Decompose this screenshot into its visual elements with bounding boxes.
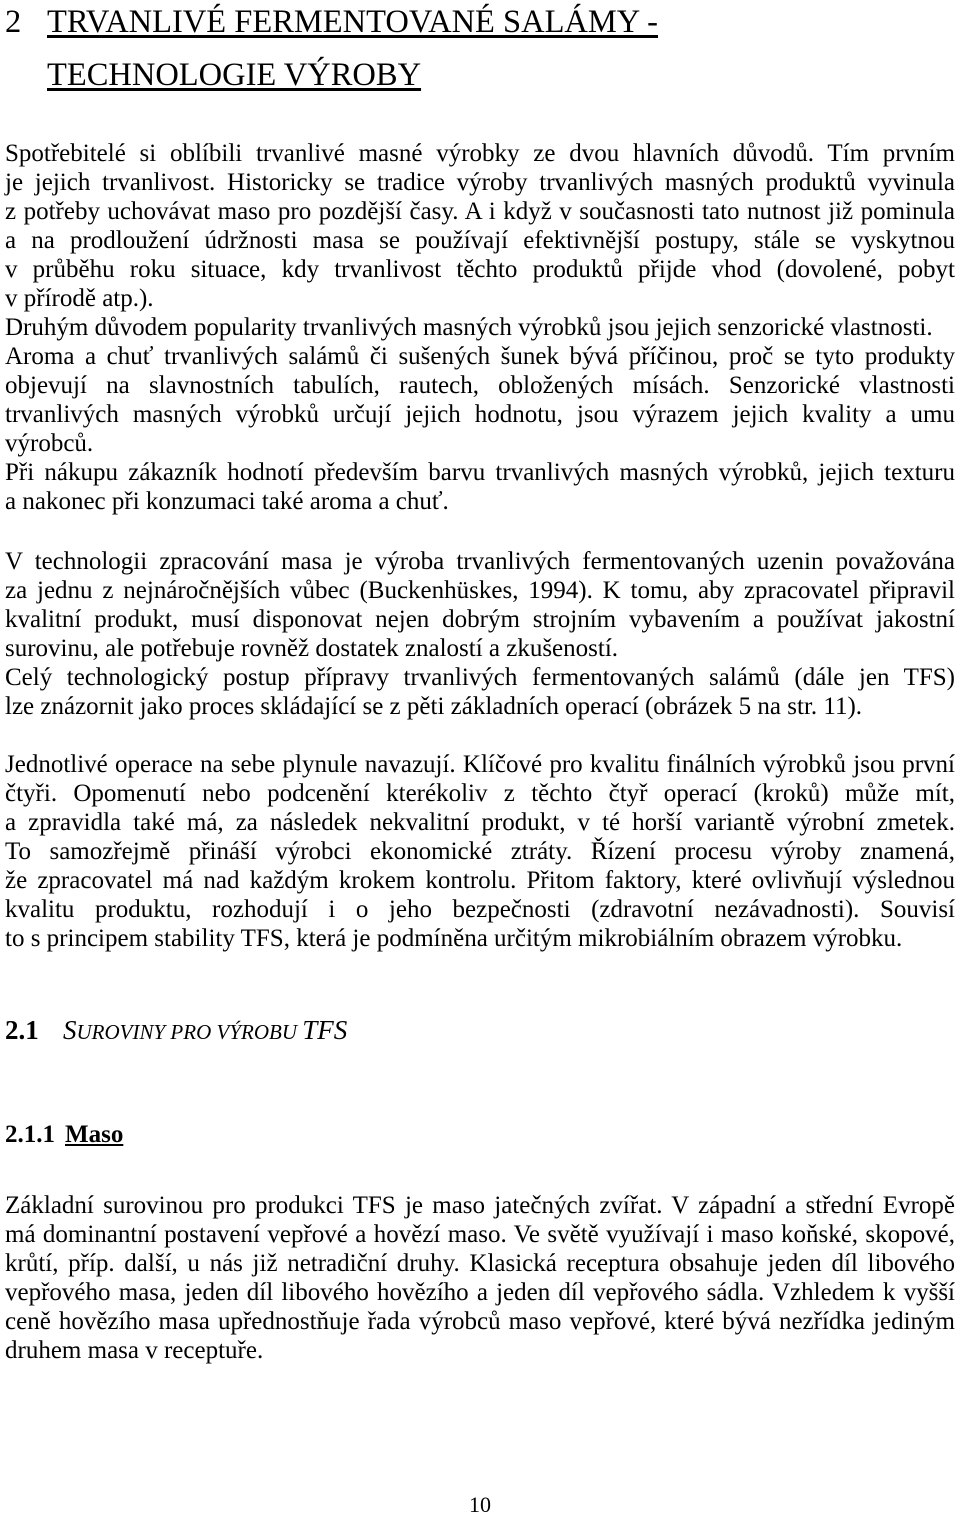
text-line: za jednu z nejnáročnějších vůbec (Buckenhüskes, 1994). K tomu, aby zpracovatel připravil [5, 577, 955, 604]
section-title-part: TFS [302, 1015, 348, 1045]
text-line: má dominantní postavení vepřové a hovězí maso. Ve světě využívají i maso koňské, skopové, [5, 1221, 955, 1248]
text-line: je jejich trvanlivost. Historicky se tradice výroby trvanlivých masných produktů vyvinula [5, 169, 955, 196]
text-line: objevují na slavnostních tabulích, rautech, obložených mísách. Senzorické vlastnosti [5, 372, 955, 399]
text-line: surovinu, ale potřebuje rovněž dostatek znalostí a zkušeností. [5, 635, 619, 662]
text-block [5, 750, 955, 953]
text-line: výrobců. [5, 430, 94, 457]
text-line: druhem masa v receptuře. [5, 1337, 264, 1364]
text-line: a na prodloužení údržnosti masa se používají efektivnější postupy, stále se vyskytnou [5, 227, 955, 254]
paragraph [5, 547, 955, 663]
text-block [5, 1191, 955, 1365]
text-line: lze znázornit jako proces skládající se z pěti základních operací (obrázek 5 na str. 11). [5, 693, 863, 720]
text-line: v průběhu roku situace, kdy trvanlivost těchto produktů přijde vhod (dovolené, pobyt [5, 256, 955, 283]
section-title [63, 1013, 347, 1052]
text-line: Jednotlivé operace na sebe plynule navazují. Klíčové pro kvalitu finálních výrobků jsou první [5, 751, 955, 778]
subsection-title: Maso [65, 1121, 124, 1148]
paragraph [5, 750, 955, 953]
text-line: krůtí, příp. další, u nás již netradiční druhy. Klasická receptura obsahuje jeden díl libového [5, 1250, 955, 1277]
subsection-heading [5, 1120, 305, 1149]
text-line: To samozřejmě přináší výrobci ekonomické ztráty. Řízení procesu výroby znamená, [5, 838, 955, 865]
section-heading [5, 1013, 605, 1047]
paragraph [5, 1191, 955, 1365]
text-line: že zpracovatel má nad každým krokem kontrolu. Přitom faktory, které ovlivňují výslednou [5, 867, 955, 894]
chapter-title-line: TECHNOLOGIE VÝROBY [47, 57, 422, 93]
text-line: V technologii zpracování masa je výroba trvanlivých fermentovaných uzenin považována [5, 548, 955, 575]
text-line: čtyři. Opomenutí nebo podcenění kterékoliv z těchto čtyř operací (kroků) může mít, [5, 780, 955, 807]
text-block [5, 547, 955, 721]
paragraph [5, 313, 955, 342]
paragraph [5, 663, 955, 721]
section-title-part: UROVINY PRO VÝROBU [76, 1020, 303, 1044]
text-line: Při nákupu zákazník hodnotí především barvu trvanlivých masných výrobků, jejich texturu [5, 459, 955, 486]
text-line: vepřového masa, jeden díl libového hovězího a jeden díl vepřového sádla. Vzhledem k vyšší [5, 1279, 955, 1306]
text-line: v přírodě atp.). [5, 285, 154, 312]
paragraph [5, 139, 955, 313]
text-line: Spotřebitelé si oblíbili trvanlivé masné výrobky ze dvou hlavních důvodů. Tím prvním [5, 140, 955, 167]
section-title-part: S [63, 1015, 77, 1045]
section-number: 2.1 [5, 1015, 39, 1045]
text-block [5, 139, 955, 516]
text-line: a zpravidla také má, za následek nekvalitní produkt, v té horší variantě výrobní zmetek. [5, 809, 955, 836]
text-line: kvalitní produkt, musí disponovat nejen dobrým strojním vybavením a používat jakostní [5, 606, 955, 633]
text-line: to s principem stability TFS, která je podmíněna určitým mikrobiálním obrazem výrobku. [5, 925, 903, 952]
text-line: Aroma a chuť trvanlivých salámů či sušených šunek bývá příčinou, proč se tyto produkty [5, 343, 955, 370]
paragraph [5, 458, 955, 516]
page-number: 10 [469, 1492, 491, 1517]
text-line: Druhým důvodem popularity trvanlivých masných výrobků jsou jejich senzorické vlastnosti. [5, 314, 933, 341]
paragraph [5, 342, 955, 458]
text-line: ceně hovězího masa upřednostňuje řada výrobců maso vepřové, které bývá nezřídka jediným [5, 1308, 955, 1335]
text-line: z potřeby uchovávat maso pro pozdější časy. A i když v současnosti tato nutnost již pominula [5, 198, 955, 225]
text-line: Celý technologický postup přípravy trvanlivých fermentovaných salámů (dále jen TFS) [5, 664, 955, 691]
text-line: trvanlivých masných výrobků určují jejich hodnotu, jsou výrazem jejich kvality a umu [5, 401, 955, 428]
chapter-number: 2 [5, 4, 22, 40]
text-line: a nakonec při konzumaci také aroma a chuť. [5, 488, 449, 515]
chapter-title-line: TRVANLIVÉ FERMENTOVANÉ SALÁMY - [47, 4, 659, 40]
subsection-number: 2.1.1 [5, 1121, 55, 1148]
text-line: kvalitu produktu, rozhodují i o jeho bezpečnosti (zdravotní nezávadnosti). Souvisí [5, 896, 955, 923]
text-line: Základní surovinou pro produkci TFS je maso jatečných zvířat. V západní a střední Evropě [5, 1192, 955, 1219]
